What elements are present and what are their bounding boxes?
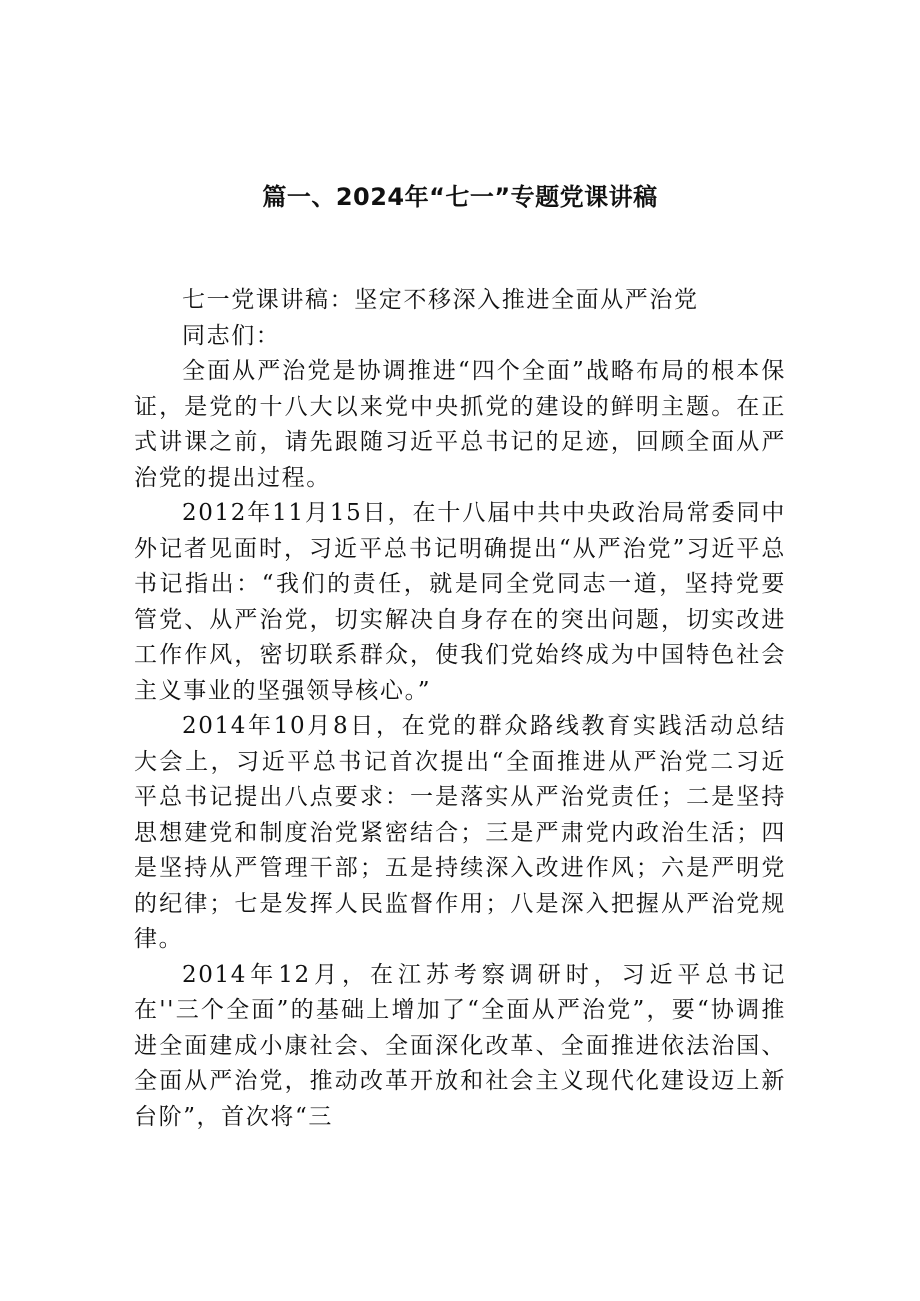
document-body xyxy=(134,283,786,1135)
paragraph-2014-december: 2014年12月，在江苏考察调研时，习近平总书记在''三个全面”的基础上增加了“全面从严治党”，要“协调推进全面建成小康社会、全面深化改革、全面推进依法治国、全面从严治党，推动改革开放和社会主义现代化建设迈上新台阶”，首次将“三 xyxy=(134,961,786,1130)
paragraph-2012: 2012年11月15日，在十八届中共中央政治局常委同中外记者见面时，习近平总书记明确提出“从严治党”习近平总书记指出：“我们的责任，就是同全党同志一道，坚持党要管党、从严治党，切实解决自身存在的突出问题，切实改进工作作风，密切联系群众，使我们党始终成为中国特色社会主义事业的坚强领导核心。” xyxy=(134,500,786,704)
salutation: 同志们： xyxy=(182,322,281,349)
paragraph-intro: 全面从严治党是协调推进“四个全面”战略布局的根本保证，是党的十八大以来党中央抓党的建设的鲜明主题。在正式讲课之前，请先跟随习近平总书记的足迹，回顾全面从严治党的提出过程。 xyxy=(134,358,786,491)
paragraph-2014-october: 2014年10月8日，在党的群众路线教育实践活动总结大会上，习近平总书记首次提出“全面推进从严治党二习近平总书记提出八点要求：一是落实从严治党责任；二是坚持思想建党和制度治党紧密结合；三是严肃党内政治生活；四是坚持从严管理干部；五是持续深入改进作风；六是严明党的纪律；七是发挥人民监督作用；八是深入把握从严治党规律。 xyxy=(134,713,786,952)
subtitle-line: 七一党课讲稿：坚定不移深入推进全面从严治党 xyxy=(182,287,699,313)
document-title: 篇一、2024年“七一”专题党课讲稿 xyxy=(262,183,658,211)
